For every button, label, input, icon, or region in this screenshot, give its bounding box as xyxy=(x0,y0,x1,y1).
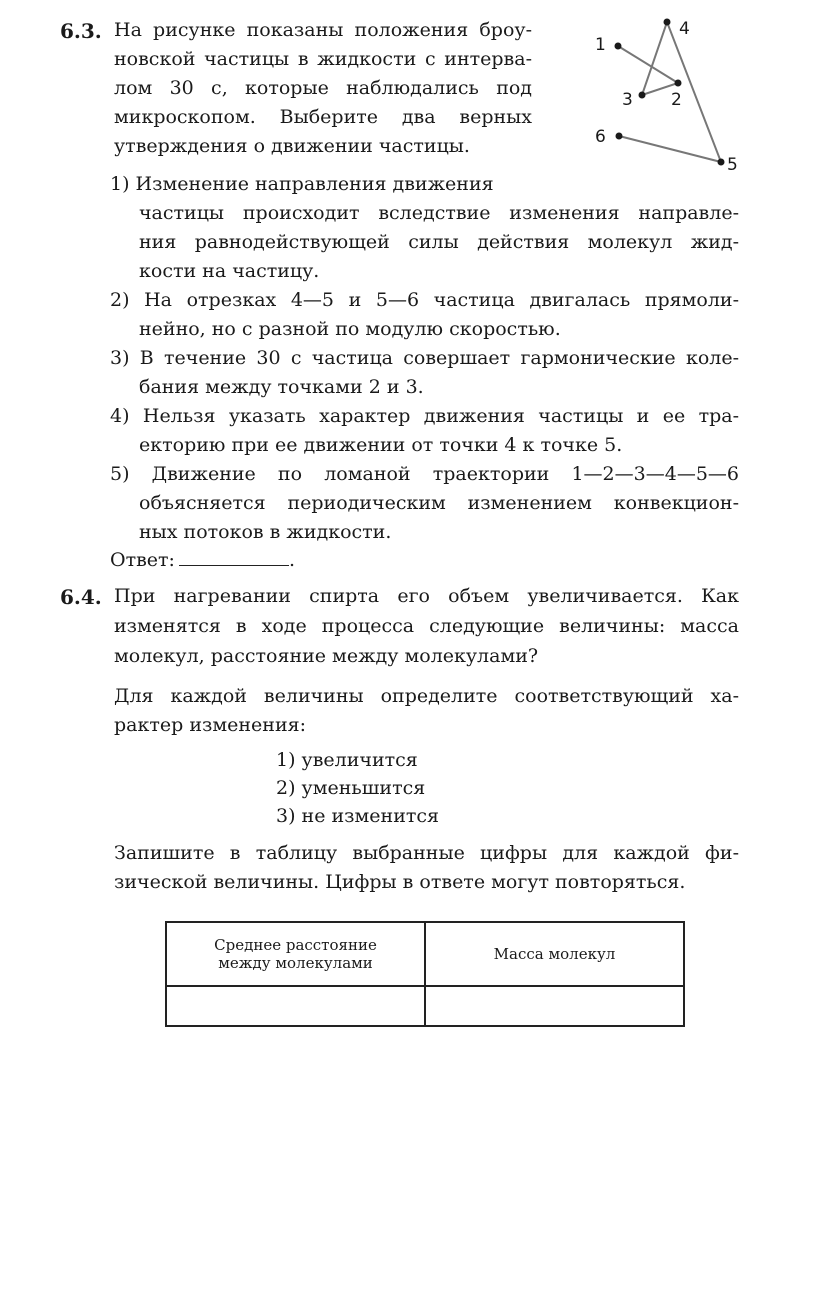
task-6-4-instruction-line: Для каждой величины определите соответствующий ха- xyxy=(114,685,739,707)
point-label-5: 5 xyxy=(727,155,738,175)
table-header-mass: Масса молекул xyxy=(425,922,684,986)
point-1 xyxy=(615,43,622,50)
option-1-line: ния равнодействующей силы действия молекул жид- xyxy=(139,231,739,253)
choice-item: 3) не изменится xyxy=(276,805,440,827)
task-6-4-question-line: молекул, расстояние между молекулами? xyxy=(114,645,539,667)
point-label-3: 3 xyxy=(622,90,633,110)
point-label-1: 1 xyxy=(595,35,606,55)
answer-label: Ответ: xyxy=(110,549,175,571)
option-1-line: 1) Изменение направления движения xyxy=(110,173,494,195)
option-2-line: нейно, но с разной по модулю скоростью. xyxy=(139,318,561,340)
answer-row: Ответ: . xyxy=(110,549,295,571)
option-2-line: 2) На отрезках 4—5 и 5—6 частица двигалась прямоли- xyxy=(110,289,739,311)
point-6 xyxy=(616,133,623,140)
point-label-4: 4 xyxy=(679,19,690,39)
table-cell-distance-answer[interactable] xyxy=(166,986,425,1026)
table-header-distance: Среднее расстояние между молекулами xyxy=(166,922,425,986)
task-6-4-question-line: изменятся в ходе процесса следующие величины: масса xyxy=(114,615,739,637)
task-6-3-intro-line: новской частицы в жидкости с интерва- xyxy=(114,48,532,70)
task-6-3-intro-line: микроскопом. Выберите два верных xyxy=(114,106,532,128)
choice-item: 2) уменьшится xyxy=(276,777,426,799)
point-2 xyxy=(675,80,682,87)
option-1-line: частицы происходит вследствие изменения направле- xyxy=(139,202,739,224)
option-5-line: ных потоков в жидкости. xyxy=(139,521,392,543)
table-instruction-line: Запишите в таблицу выбранные цифры для каждой фи- xyxy=(114,842,739,864)
task-6-3-intro-line: На рисунке показаны положения броу- xyxy=(114,19,532,41)
point-3 xyxy=(639,92,646,99)
task-6-4-question-line: При нагревании спирта его объем увеличивается. Как xyxy=(114,585,739,607)
option-4-line: екторию при ее движении от точки 4 к точке 5. xyxy=(139,434,623,456)
point-4 xyxy=(664,19,671,26)
option-5-line: 5) Движение по ломаной траектории 1—2—3—4—5—6 xyxy=(110,463,739,485)
point-label-2: 2 xyxy=(671,90,682,110)
option-1-line: кости на частицу. xyxy=(139,260,320,282)
option-4-line: 4) Нельзя указать характер движения частицы и ее тра- xyxy=(110,405,739,427)
point-label-6: 6 xyxy=(595,127,606,147)
table-instruction-line: зической величины. Цифры в ответе могут повторяться. xyxy=(114,871,686,893)
option-3-line: 3) В течение 30 с частица совершает гармонические коле- xyxy=(110,347,739,369)
task-6-4-instruction-line: рактер изменения: xyxy=(114,714,306,736)
table-cell-mass-answer[interactable] xyxy=(425,986,684,1026)
brownian-trajectory-figure xyxy=(580,12,750,182)
task-6-3-intro-line: утверждения о движении частицы. xyxy=(114,135,470,157)
answer-blank[interactable] xyxy=(179,564,289,566)
task-6-3-intro-line: лом 30 с, которые наблюдались под xyxy=(114,77,532,99)
choice-item: 1) увеличится xyxy=(276,749,418,771)
option-3-line: бания между точками 2 и 3. xyxy=(139,376,424,398)
answer-table xyxy=(165,921,685,1027)
task-6-3-number: 6.3. xyxy=(60,19,102,43)
point-5 xyxy=(718,159,725,166)
task-6-4-number: 6.4. xyxy=(60,585,102,609)
option-5-line: объясняется периодическим изменением конвекцион- xyxy=(139,492,739,514)
